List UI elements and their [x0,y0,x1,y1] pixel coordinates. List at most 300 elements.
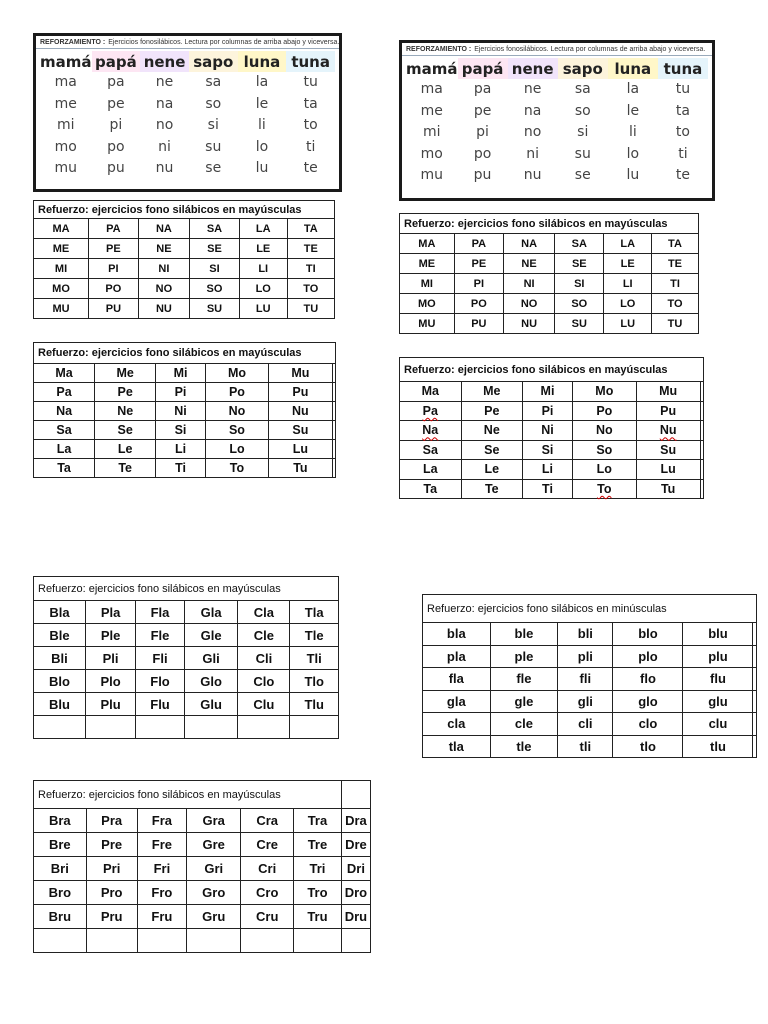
card-syllable: le [626,102,640,119]
card-syllable: ti [305,138,316,155]
syllable-cell [683,668,753,691]
l-blend-upper-table [33,576,339,739]
card-syllable: pe [473,102,492,119]
syllable-text: No [228,404,246,418]
card-header-label: REFORZAMIENTO : [40,39,106,46]
syllable-text: SO [206,282,223,295]
syllable-cell [753,645,757,668]
table-row [34,259,335,279]
syllable-cell [523,479,573,499]
syllable-text: Fri [153,861,171,876]
card-syllable: pi [476,124,489,140]
syllable-text: Pru [100,909,123,924]
syllable-cell [287,239,334,259]
syllable-text: Lu [292,442,309,456]
syllable-text: Tlu [304,696,324,712]
syllable-text: Gru [202,909,226,924]
table-row [34,670,339,693]
card-header-label: REFORZAMIENTO : [406,46,472,53]
syllable-text: Mu [659,384,678,399]
syllable-text: MI [54,262,68,275]
syllable-text: SA [571,237,587,250]
syllable-text: Pi [541,403,554,418]
syllable-text: clu [708,716,728,732]
syllable-cell [241,881,294,905]
card-syllable: mo [54,138,77,155]
syllable-cell [34,219,89,239]
syllable-cell [454,234,503,254]
table-row [400,314,699,334]
syllable-text: Cra [256,813,279,828]
syllable-cell [290,647,339,670]
syllable-text: LI [258,262,269,275]
syllable-cell [238,716,290,739]
table-row [34,421,336,440]
syllable-text: tlo [640,738,656,754]
table-row [423,645,757,668]
table-row [34,299,335,319]
syllable-cell [137,833,186,857]
card-syllable: si [207,117,219,133]
card-syllable: ta [675,102,690,119]
syllable-text: pla [446,648,466,664]
card-header-word: tuna [658,58,708,79]
syllable-cell [558,623,613,646]
syllable-cell [461,479,523,499]
syllable-cell [287,279,334,299]
syllable-cell [604,274,652,294]
table-row [400,294,699,314]
syllable-cell [136,624,185,647]
card-syllable: lu [626,167,640,183]
syllable-text: fli [579,671,592,687]
syllable-text: Na [422,423,439,438]
syllable-cell [613,668,683,691]
syllable-cell [683,645,753,668]
table-row [34,905,371,929]
syllable-text: Me [116,366,134,380]
syllable-text: PE [106,242,121,255]
syllable-cell [205,440,268,459]
syllable-cell [490,645,558,668]
card-syllable: lo [626,145,640,162]
syllable-cell [184,624,238,647]
card-syllable: tu [675,81,691,97]
syllable-cell [187,929,241,953]
card-syllable: lu [255,160,269,176]
syllable-cell [239,299,287,319]
syllable-text: Dri [346,861,365,876]
syllable-text: TO [303,282,319,295]
card-syllable: te [303,160,318,176]
syllable-cell [95,421,156,440]
syllable-cell [85,624,135,647]
syllable-cell [400,401,462,421]
syllable-cell [555,274,604,294]
card-syllable: pu [106,160,125,176]
syllable-cell [400,314,455,334]
card-syllable: ti [678,145,688,162]
syllable-text: Glu [200,696,222,712]
syllable-text: glu [708,693,728,709]
table-title: Refuerzo: ejercicios fono silábicos en mayúsculas [34,343,336,364]
syllable-text: Bra [48,813,71,828]
card-syllable: ni [158,138,171,155]
card-header-word: luna [608,58,658,79]
syllable-text: cla [447,716,466,732]
table-title-row [34,343,336,364]
syllable-cell [341,833,370,857]
syllable-text: LA [255,222,271,235]
syllable-cell [504,254,555,274]
syllable-cell [504,234,555,254]
syllable-cell [205,421,268,440]
syllable-cell [400,382,462,402]
syllable-text: glo [638,693,658,709]
syllable-cell [572,401,636,421]
syllable-text: Lo [229,442,245,456]
syllable-text: Pra [101,813,123,828]
syllable-cell [613,690,683,713]
syllable-text: Tru [307,909,328,924]
syllable-text: cle [514,716,533,732]
syllable-cell [239,279,287,299]
card-header-word: sapo [189,51,238,72]
card-grid [36,49,339,180]
syllable-text: PA [106,222,121,235]
syllable-cell [461,460,523,480]
syllable-cell [137,881,186,905]
syllable-cell [294,809,342,833]
syllable-text: Flo [150,673,170,689]
table-row [34,219,335,239]
syllable-text: LU [620,317,636,330]
syllable-cell [290,624,339,647]
syllable-text: Li [541,462,554,477]
syllable-cell [34,383,95,402]
syllable-text: ple [514,648,534,664]
syllable-cell [86,857,137,881]
syllable-text: LE [256,242,271,255]
syllable-cell [555,234,604,254]
syllable-cell [34,929,87,953]
card-syllable: pi [109,117,123,133]
table-row [34,364,336,383]
card-header-text: Ejercicios fonosilábicos. Lectura por columnas de arriba abajo y viceversa. [474,46,706,53]
syllable-text: Pa [56,385,72,399]
syllable-cell [205,402,268,421]
syllable-cell [187,881,241,905]
syllable-cell [294,833,342,857]
syllable-cell [85,670,135,693]
syllable-text: Dru [344,909,368,924]
syllable-cell [89,239,139,259]
syllable-text: Ne [117,404,134,418]
table-row [400,382,704,402]
table-row [34,833,371,857]
syllable-cell [523,460,573,480]
syllable-text: bla [446,626,466,642]
syllable-text: Cli [255,650,273,666]
syllable-text: Su [292,423,309,437]
syllable-cell [269,421,332,440]
syllable-cell [95,402,156,421]
syllable-text: No [595,423,613,438]
table-row [34,929,371,953]
syllable-text: SE [207,242,222,255]
card-syllable: to [303,117,318,133]
syllable-cell [683,713,753,736]
syllable-text: Ni [541,423,554,438]
syllable-cell [636,460,700,480]
card-syllable: su [205,138,222,155]
syllable-text: TE [303,242,318,255]
syllable-cell [572,460,636,480]
syllable-text: Mo [595,384,614,399]
syllable-cell [558,668,613,691]
syllable-text: To [597,481,612,496]
syllable-cell [461,382,523,402]
syllable-text: Plu [100,696,121,712]
syllable-text: LA [620,237,636,250]
card-syllable: nu [155,160,174,176]
syllable-text: Dra [345,813,367,828]
syllable-cell [190,239,240,259]
syllable-text: gli [577,693,593,709]
syllable-cell [137,857,186,881]
syllable-cell [156,364,206,383]
card-syllable: po [107,138,125,155]
syllable-cell [89,259,139,279]
upper-syllable-table-left [33,200,335,319]
syllable-text: blu [708,626,728,642]
table-row [34,601,339,624]
syllable-cell [683,690,753,713]
syllable-cell [89,279,139,299]
syllable-cell [156,421,206,440]
table-row [34,402,336,421]
syllable-text: MO [52,282,70,295]
syllable-text: ME [52,242,70,255]
syllable-cell [136,601,185,624]
syllable-text: Plo [100,673,121,689]
syllable-cell [572,440,636,460]
syllable-cell [332,402,335,421]
syllable-cell [95,364,156,383]
syllable-cell [753,623,757,646]
syllable-text: TA [668,237,682,250]
syllable-text: Gre [202,837,225,852]
syllable-cell [138,279,189,299]
syllable-cell [613,645,683,668]
syllable-text: Cla [253,604,275,620]
syllable-cell [558,690,613,713]
syllable-cell [184,716,238,739]
syllable-cell [332,440,335,459]
card-syllable: ni [526,145,540,162]
syllable-text: Cle [253,627,275,643]
syllable-text: So [596,442,613,457]
card-syllable: su [574,145,591,162]
r-blend-table [33,780,371,953]
syllable-cell [613,735,683,758]
syllable-cell [187,809,241,833]
syllable-text: Po [228,385,245,399]
syllable-cell [341,905,370,929]
syllable-text: Na [56,404,73,418]
table-row [34,716,339,739]
syllable-text: Bli [51,650,68,666]
syllable-text: Se [484,442,500,457]
syllable-cell [187,905,241,929]
syllable-cell [454,314,503,334]
syllable-text: LE [620,257,635,270]
syllable-text: Se [117,423,133,437]
syllable-text: pli [577,648,593,664]
table-row [34,647,339,670]
table-title: Refuerzo: ejercicios fono silábicos en minúsculas [423,595,757,623]
table-title-row [400,214,699,234]
syllable-cell [190,279,240,299]
table-title-row [423,595,757,623]
syllable-cell [34,809,87,833]
syllable-text: Bla [49,604,70,620]
table-title-row [34,577,339,601]
syllable-text: Tra [307,813,328,828]
syllable-text: SI [209,262,220,275]
syllable-cell [700,401,703,421]
syllable-text: Nu [659,423,677,438]
syllable-text: Dro [344,885,368,900]
syllable-cell [683,623,753,646]
syllable-cell [636,382,700,402]
syllable-cell [604,314,652,334]
syllable-text: PO [105,282,122,295]
syllable-cell [490,668,558,691]
card-syllable: lo [255,138,269,155]
syllable-text: Gro [202,885,226,900]
syllable-cell [636,479,700,499]
syllable-text: Pi [174,385,187,399]
syllable-cell [753,690,757,713]
syllable-cell [636,440,700,460]
syllable-cell [294,929,342,953]
syllable-cell [89,299,139,319]
syllable-text: Pli [102,650,119,666]
syllable-cell [34,670,86,693]
syllable-cell [290,716,339,739]
card-syllable: to [675,124,690,140]
syllable-text: Fro [151,885,173,900]
syllable-text: Bre [48,837,71,852]
syllable-text: fle [516,671,532,687]
table-row [34,383,336,402]
card-header-word: papá [92,51,141,72]
syllable-text: Tle [304,627,324,643]
syllable-cell [137,905,186,929]
syllable-text: Tre [307,837,328,852]
syllable-text: PU [105,302,122,315]
syllable-cell [190,299,240,319]
syllable-text: flu [710,671,726,687]
syllable-text: plo [638,648,658,664]
syllable-text: Ma [421,384,439,399]
card-header [36,36,339,49]
syllable-text: ble [514,626,534,642]
syllable-text: Gla [200,604,222,620]
syllable-cell [137,929,186,953]
syllable-cell [294,857,342,881]
syllable-cell [651,314,698,334]
syllable-cell [604,294,652,314]
syllable-cell [95,440,156,459]
syllable-text: Tri [309,861,326,876]
syllable-text: tle [516,738,532,754]
syllable-text: Su [660,442,677,457]
syllable-text: Blo [49,673,70,689]
syllable-text: Ta [57,461,71,475]
syllable-cell [34,693,86,716]
syllable-cell [341,881,370,905]
syllable-text: Pre [101,837,123,852]
syllable-text: tli [579,738,592,754]
table-title: Refuerzo: ejercicios fono silábicos en mayúsculas [34,577,339,601]
syllable-cell [287,299,334,319]
syllable-cell [454,294,503,314]
syllable-cell [454,274,503,294]
syllable-cell [190,219,240,239]
syllable-text: gle [514,693,534,709]
syllable-text: PE [471,257,487,270]
card-header-word: mamá [406,60,458,78]
syllable-cell [190,259,240,279]
syllable-cell [490,623,558,646]
card-syllable: tu [303,74,318,90]
syllable-cell [454,254,503,274]
syllable-cell [205,383,268,402]
syllable-text: blo [638,626,658,642]
syllable-cell [400,234,455,254]
syllable-cell [555,314,604,334]
syllable-text: MO [417,297,436,310]
syllable-cell [287,259,334,279]
syllable-cell [287,219,334,239]
syllable-cell [86,929,137,953]
syllable-text: Gri [204,861,224,876]
syllable-text: TE [667,257,683,270]
syllable-cell [400,460,462,480]
syllable-text: NU [521,317,538,330]
syllable-cell [572,421,636,441]
syllable-cell [400,421,462,441]
syllable-cell [400,479,462,499]
syllable-cell [400,294,455,314]
syllable-cell [504,314,555,334]
table-row [34,239,335,259]
syllable-cell [156,383,206,402]
table-row [34,809,371,833]
syllable-cell [400,440,462,460]
syllable-cell [156,402,206,421]
syllable-text: Tli [306,650,322,666]
syllable-text: Dre [345,837,367,852]
table-row [423,713,757,736]
syllable-text: Mu [291,366,310,380]
syllable-cell [572,382,636,402]
syllable-text: SU [206,302,223,315]
card-header-word: nene [140,51,189,72]
syllable-cell [156,440,206,459]
